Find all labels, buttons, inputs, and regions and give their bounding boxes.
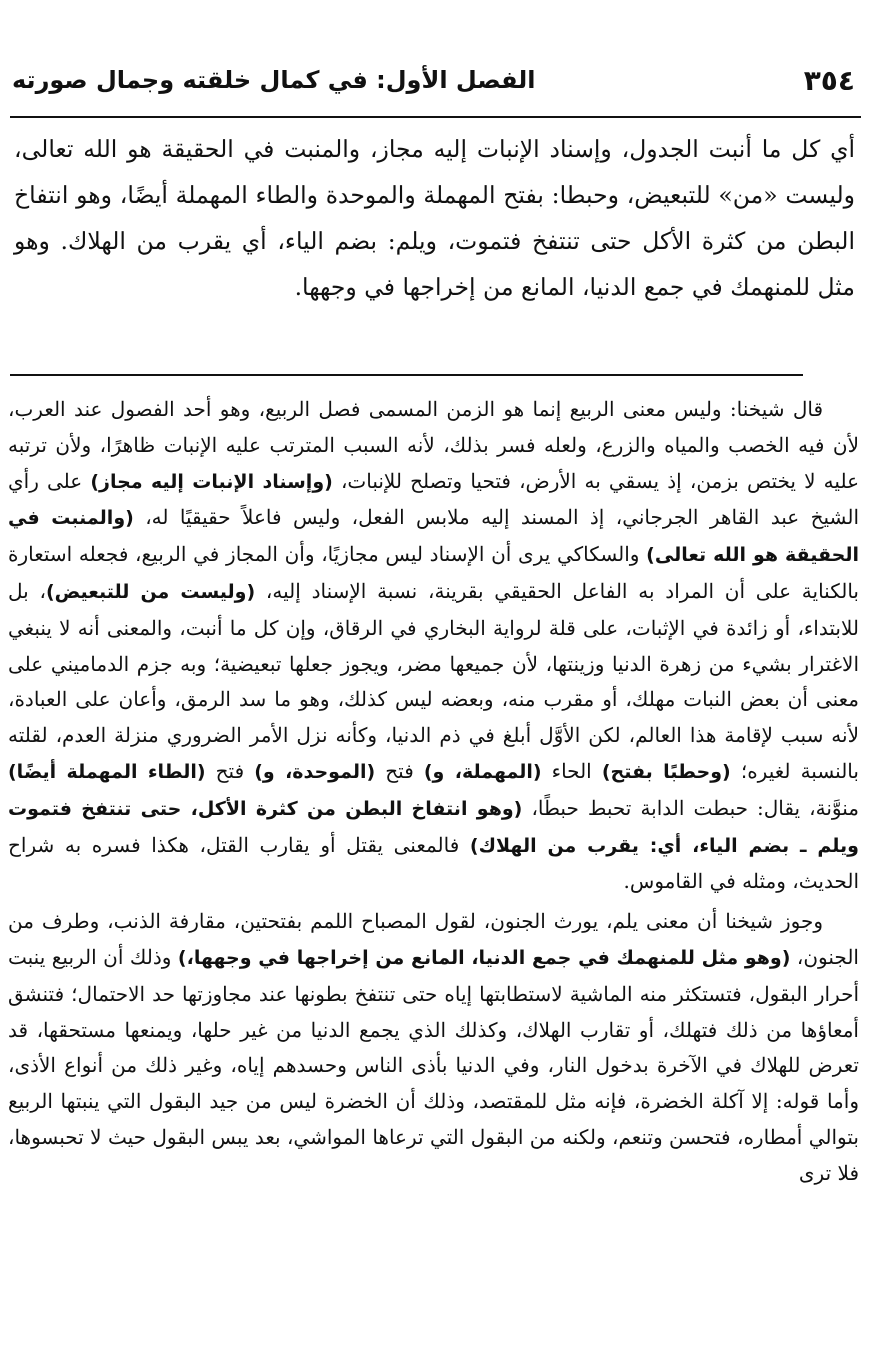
commentary-text: منوَّنة، يقال: حبطت الدابة تحبط حبطًا، <box>522 795 859 820</box>
commentary-text: ، بل للابتداء، أو زائدة في الإثبات، على قلة لرواية البخاري في الرقاق، وإن كل ما أنبت، والمعنى أنه لا ينبغي الاغترار بشيء من زهرة الدنيا وزينتها، لأن جميعها مضر، ويجوز جعلها تبعيضية؛ وبه جزم الدماميني على معنى أن بعض النبات مهلك، أو مقرب منه، وبعضه ليس كذلك، وهو ما سد الرمق، وأعان على العبادة، لأنه سبب لإقامة هذا العالم، لكن الأوَّل أبلغ في ذم الدنيا، وكأنه نزل الأمر الضروري منزلة العدم، لقلته بالنسبة لغيره؛ <box>8 578 859 783</box>
commentary-paragraph-2 <box>8 904 859 1191</box>
quoted-phrase: (وهو مثل للمنهمك في جمع الدنيا، المانع من إخراجها في وجهها،) <box>177 946 791 969</box>
quoted-phrase: (الموحدة، و) <box>254 760 376 783</box>
main-text: أي كل ما أنبت الجدول، وإسناد الإنبات إليه مجاز، والمنبت في الحقيقة هو الله تعالى، وليست «من» للتبعيض، وحبطا: بفتح المهملة والموحدة والطاء المهملة أيضًا، وهو انتفاخ البطن من كثرة الأكل حتى تنتفخ فتموت، ويلم: بضم الياء، أي يقرب من الهلاك. وهو مثل للمنهمك في جمع الدنيا، المانع من إخراجها في وجهها. <box>14 135 855 301</box>
commentary-text: فالمعنى يقتل أو يقارب القتل، هكذا فسره به شراح الحديث، ومثله في القاموس. <box>8 832 859 894</box>
quoted-phrase: (وهو انتفاخ البطن من كثرة الأكل، حتى تنتفخ فتموت ويلم ـ بضم الياء، أي: يقرب من الهلاك) <box>8 797 859 857</box>
commentary-text: وذلك أن الربيع ينبت أحرار البقول، فتستكثر منه الماشية لاستطابتها إياه حتى تنتفخ بطونها عند مجاوزتها حد الاحتمال؛ فتنشق أمعاؤها من ذلك فتهلك، أو تقارب الهلاك، وكذلك الذي يجمع الدنيا من غير حلها، ويمنعها مستحقها، قد تعرض للهلاك في الآخرة بدخول النار، وفي الدنيا بأذى الناس وحسدهم إياه، وغير ذلك من أنواع الأذى، وأما قوله: إلا آكلة الخضرة، فإنه مثل للمقتصد، وذلك أن الخضرة ليس من جيد البقول التي ينبتها الربيع بتوالي أمطاره، فتحسن وتنعم، ولكنه من البقول التي ترعاها المواشي، بعد يبس البقول حيث لا تحبسوها، فلا ترى <box>8 944 859 1185</box>
commentary-text: فتح <box>375 758 424 783</box>
quoted-phrase: (وحطبًا بفتح) <box>601 760 731 783</box>
quoted-phrase: (المهملة، و) <box>423 760 542 783</box>
commentary-text: قال شيخنا: وليس معنى الربيع إنما هو الزمن المسمى فصل الربيع، وهو أحد الفصول عند العرب، لأن فيه الخصب والمياه والزرع، ولعله فسر بذلك، لأنه السبب المترتب عليه الإنبات ظاهرًا، ولأن ترتبه عليه لا يختص بزمن، إذ يسقي به الأرض، فتحيا وتصلح للإنبات، <box>8 397 859 493</box>
quoted-phrase: (الطاء المهملة أيضًا) <box>8 760 206 783</box>
commentary-text: والسكاكي يرى أن الإسناد ليس مجازيًا، وأن المجاز في الربيع، فجعله استعارة بالكناية على أن المراد به الفاعل الحقيقي بقرينة، نسبة الإسناد إليه، <box>8 542 859 603</box>
page-number: ٣٥٤ <box>803 63 855 97</box>
quoted-phrase: (وليست من للتبعيض) <box>45 580 256 603</box>
section-divider <box>10 374 803 376</box>
quoted-phrase: (وإسناد الإنبات إليه مجاز) <box>90 470 333 493</box>
commentary-text: الحاء <box>541 758 602 783</box>
commentary-text: وجوز شيخنا أن معنى يلم، يورث الجنون، لقول المصباح اللمم بفتحتين، مقارفة الذنب، وطرف من الجنون، <box>8 909 859 969</box>
chapter-title: الفصل الأول: في كمال خلقته وجمال صورته <box>12 66 536 94</box>
commentary <box>8 392 859 1192</box>
commentary-text: فتح <box>205 758 255 783</box>
commentary-paragraph-1 <box>8 392 859 900</box>
header-divider <box>10 116 861 118</box>
commentary-text: على رأي الشيخ عبد القاهر الجرجاني، إذ المسند إليه ملابس الفعل، وليس فاعلاً حقيقيًا له، <box>8 468 859 530</box>
quoted-phrase: (والمنبت في الحقيقة هو الله تعالى) <box>8 507 859 567</box>
page-header <box>12 58 855 102</box>
